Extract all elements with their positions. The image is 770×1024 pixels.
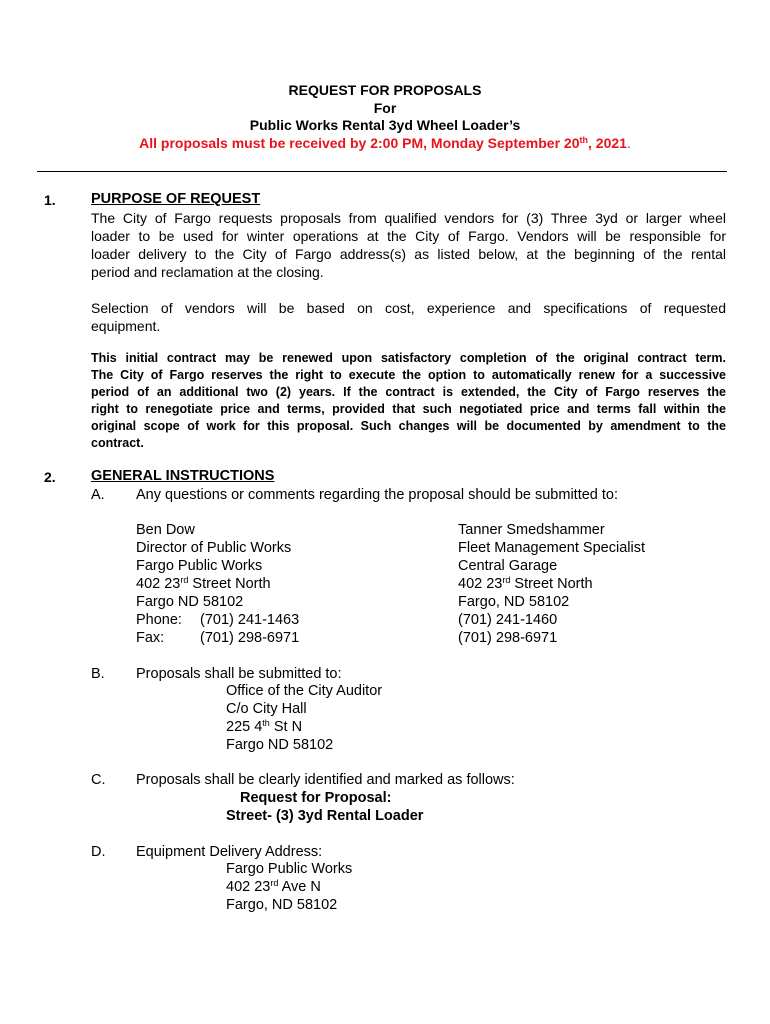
contact-city: Fargo, ND 58102: [458, 594, 570, 610]
street-sup: rd: [270, 878, 279, 888]
paragraph-line: This initial contract may be renewed upon satisfactory completion of the original contract term.: [91, 351, 726, 365]
deadline-text: All proposals must be received by 2:00 PM, Monday September 20: [139, 135, 580, 151]
contact-fax: [136, 629, 299, 647]
marking-line-2: Street- (3) 3yd Rental Loader: [226, 808, 424, 824]
item-c-letter: C.: [91, 772, 106, 788]
address-line: Fargo Public Works: [226, 861, 353, 877]
street-name: Street North: [510, 576, 593, 592]
contact-city: Fargo ND 58102: [136, 594, 244, 610]
paragraph-line: equipment.: [91, 318, 161, 334]
deadline-year: , 2021: [588, 135, 627, 151]
paragraph-line: loader delivery to the City of Fargo address(s) as listed below, at the beginning of the rental: [91, 246, 726, 262]
phone-label: Phone:: [136, 612, 182, 628]
paragraph-line: The City of Fargo reserves the right to execute the option to automatically renew for a successive: [91, 368, 726, 382]
deadline-sup: th: [579, 135, 589, 145]
title-line-2: For: [373, 100, 397, 116]
section-2-number: 2.: [44, 469, 56, 485]
title-line-3: Public Works Rental 3yd Wheel Loader’s: [249, 117, 521, 133]
contact-phone: (701) 241-1460: [458, 612, 558, 628]
contact-right: [458, 521, 645, 647]
item-a-text: Any questions or comments regarding the proposal should be submitted to:: [136, 487, 618, 503]
address-line: C/o City Hall: [226, 701, 307, 717]
section-1-number: 1.: [44, 192, 56, 208]
paragraph-line: loader to be used for winter operations at the City of Fargo. Vendors will be responsible for: [91, 228, 726, 244]
address-line: Fargo, ND 58102: [226, 897, 338, 913]
street-number: 402 23: [458, 576, 503, 592]
street-name: Street North: [188, 576, 271, 592]
contact-phone: [136, 611, 299, 629]
contact-fax: (701) 298-6971: [458, 630, 558, 646]
contact-street: [136, 575, 299, 593]
fax-value: (701) 298-6971: [200, 630, 300, 646]
marking-line-1: Request for Proposal:: [240, 790, 392, 806]
item-b-letter: B.: [91, 666, 105, 682]
street-number: 402 23: [226, 879, 271, 895]
street-number: 225 4: [226, 719, 263, 735]
street-sup: th: [262, 718, 270, 728]
section-1-paragraph-2: [91, 299, 726, 335]
title-line-1: REQUEST FOR PROPOSALS: [288, 82, 482, 98]
item-d-text: Equipment Delivery Address:: [136, 844, 323, 860]
item-b-text: Proposals shall be submitted to:: [136, 666, 342, 682]
contact-name: Ben Dow: [136, 522, 195, 538]
deadline-period: .: [626, 135, 631, 151]
fax-label: Fax:: [136, 630, 165, 646]
section-1-contract-terms: [91, 350, 726, 452]
paragraph-line: right to renegotiate price and terms, provided that such negotiated price and terms fall within the: [91, 402, 726, 416]
street-sup: rd: [180, 575, 189, 585]
deadline-line: [0, 134, 770, 152]
street-name: Ave N: [278, 879, 321, 895]
section-1-heading: PURPOSE OF REQUEST: [91, 191, 261, 207]
auditor-address: [226, 682, 382, 754]
phone-value: (701) 241-1463: [200, 612, 300, 628]
address-line: Fargo ND 58102: [226, 737, 334, 753]
address-line: [226, 878, 352, 896]
street-name: St N: [269, 719, 303, 735]
section-2-heading: GENERAL INSTRUCTIONS: [91, 468, 275, 484]
street-sup: rd: [502, 575, 511, 585]
paragraph-line: period and reclamation at the closing.: [91, 264, 324, 280]
item-c-text: Proposals shall be clearly identified and marked as follows:: [136, 772, 515, 788]
address-line: [226, 718, 382, 736]
address-line: Office of the City Auditor: [226, 683, 383, 699]
paragraph-line: The City of Fargo requests proposals from qualified vendors for (3) Three 3yd or larger wheel: [91, 210, 726, 226]
section-1-paragraph-1: [91, 209, 726, 281]
street-number: 402 23: [136, 576, 181, 592]
paragraph-line: original scope of work for this proposal. Such changes will be documented by amendment to the: [91, 419, 726, 433]
contact-title: Fleet Management Specialist: [458, 540, 645, 556]
paragraph-line: Selection of vendors will be based on cost, experience and specifications of requested: [91, 300, 726, 316]
contact-name: Tanner Smedshammer: [458, 522, 605, 538]
item-a-letter: A.: [91, 487, 105, 503]
contact-org: Central Garage: [458, 558, 558, 574]
paragraph-line: period of an additional two (2) years. If the contract is extended, the City of Fargo reserves the: [91, 385, 726, 399]
contact-left: [136, 521, 299, 647]
contact-org: Fargo Public Works: [136, 558, 263, 574]
horizontal-rule: [37, 171, 727, 172]
item-d-letter: D.: [91, 844, 106, 860]
contact-street: [458, 575, 645, 593]
contact-title: Director of Public Works: [136, 540, 292, 556]
delivery-address: [226, 860, 352, 914]
paragraph-line: contract.: [91, 436, 144, 450]
